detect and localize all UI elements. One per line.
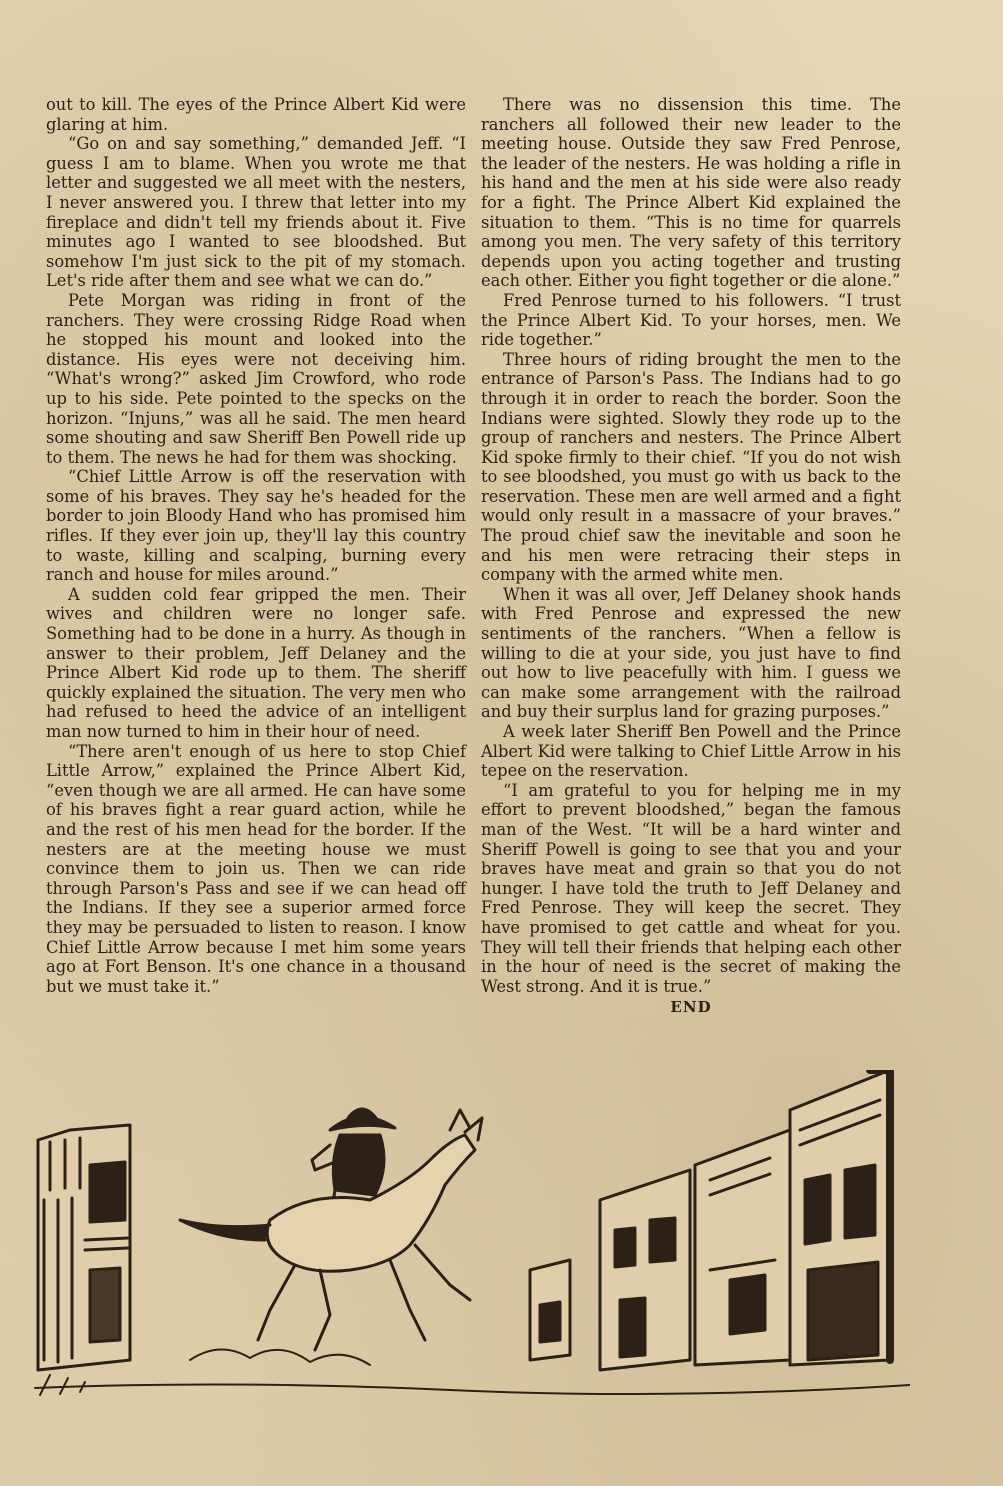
story-paragraph: A week later Sheriff Ben Powell and the Prince Albert Kid were talking to Chief Little Arrow in his tepee on the reservation. [481, 722, 901, 781]
story-paragraph: Three hours of riding brought the men to the entrance of Parson's Pass. The Indians had to go through it in order to reach the border. Soon the Indians were sighted. Slowly they rode up to the group of ranchers and nesters. The Prince Albert Kid spoke firmly to their chief. “If you do not wish to see bloodshed, you must go with us back to the reservation. These men are well armed and a fight would only result in a massacre of your braves.” The proud chief saw the inevitable and soon he and his men were retracing their steps in company with the armed white men. [481, 349, 901, 585]
story-paragraph: out to kill. The eyes of the Prince Albert Kid were glaring at him. [46, 95, 466, 134]
left-building-drawing [38, 1125, 130, 1370]
end-mark: END [670, 998, 712, 1017]
ground-line [35, 1384, 910, 1394]
right-buildings-drawing [530, 1070, 890, 1370]
story-paragraph: “I am grateful to you for helping me in my effort to prevent bloodshed,” began the famous man of the West. “It will be a hard winter and Sheriff Powell is going to see that you and your braves have meat and grain so that you do not hunger. I have told the truth to Jeff Delaney and Fred Penrose. They will keep the secret. They have promised to get cattle and wheat for you. They will tell their friends that helping each other in the hour of need is the secret of making the West strong. And it is true.” [481, 780, 901, 996]
right-text-column [481, 95, 901, 1018]
story-paragraph: “Chief Little Arrow is off the reservation with some of his braves. They say he's headed for the border to join Bloody Hand who has promised him rifles. If they ever join up, they'll lay this country to waste, killing and scalping, burning every ranch and house for miles around.” [46, 467, 466, 585]
story-paragraph: When it was all over, Jeff Delaney shook hands with Fred Penrose and expressed the new sentiments of the ranchers. “When a fellow is willing to die at your side, you just have to find out how to live peacefully with him. I guess we can make some arrangement with the railroad and buy their surplus land for grazing purposes.” [481, 584, 901, 722]
story-paragraph: Pete Morgan was riding in front of the ranchers. They were crossing Ridge Road when he stopped his mount and looked into the distance. His eyes were not deceiving him. “What's wrong?” asked Jim Crowford, who rode up to his side. Pete pointed to the specks on the horizon. “Injuns,” was all he said. The men heard some shouting and saw Sheriff Ben Powell ride up to them. The news he had for them was shocking. [46, 290, 466, 467]
western-town-illustration [30, 1070, 910, 1410]
horse-and-rider-drawing [180, 1109, 482, 1365]
left-text-column [46, 95, 466, 996]
story-paragraph: A sudden cold fear gripped the men. Their wives and children were no longer safe. Something had to be done in a hurry. As though in answer to their problem, Jeff Delaney and the Prince Albert Kid rode up to them. The sheriff quickly explained the situation. The very men who had refused to heed the advice of an intelligent man now turned to him in their hour of need. [46, 584, 466, 741]
story-paragraph: There was no dissension this time. The ranchers all followed their new leader to the meeting house. Outside they saw Fred Penrose, the leader of the nesters. He was holding a rifle in his hand and the men at his side were also ready for a fight. The Prince Albert Kid explained the situation to them. “This is no time for quarrels among you men. The very safety of this territory depends upon you acting together and trusting each other. Either you fight together or die alone.” [481, 95, 901, 291]
story-paragraph: Fred Penrose turned to his followers. “I trust the Prince Albert Kid. To your horses, men. We ride together.” [481, 290, 901, 350]
story-paragraph: “There aren't enough of us here to stop Chief Little Arrow,” explained the Prince Albert Kid, “even though we are all armed. He can have some of his braves fight a rear guard action, while he and the rest of his men head for the border. If the nesters are at the meeting house we must convince them to join us. Then we can ride through Parson's Pass and see if we can head off the Indians. If they see a superior armed force they may be persuaded to listen to reason. I know Chief Little Arrow because I met him some years ago at Fort Benson. It's one chance in a thousand but we must take it.” [46, 741, 466, 996]
story-paragraph: “Go on and say something,” demanded Jeff. “I guess I am to blame. When you wrote me that letter and suggested we all meet with the nesters, I never answered you. I threw that letter into my fireplace and didn't tell my friends about it. Five minutes ago I wanted to see bloodshed. But somehow I'm just sick to the pit of my stomach. Let's ride after them and see what we can do.” [46, 134, 466, 291]
